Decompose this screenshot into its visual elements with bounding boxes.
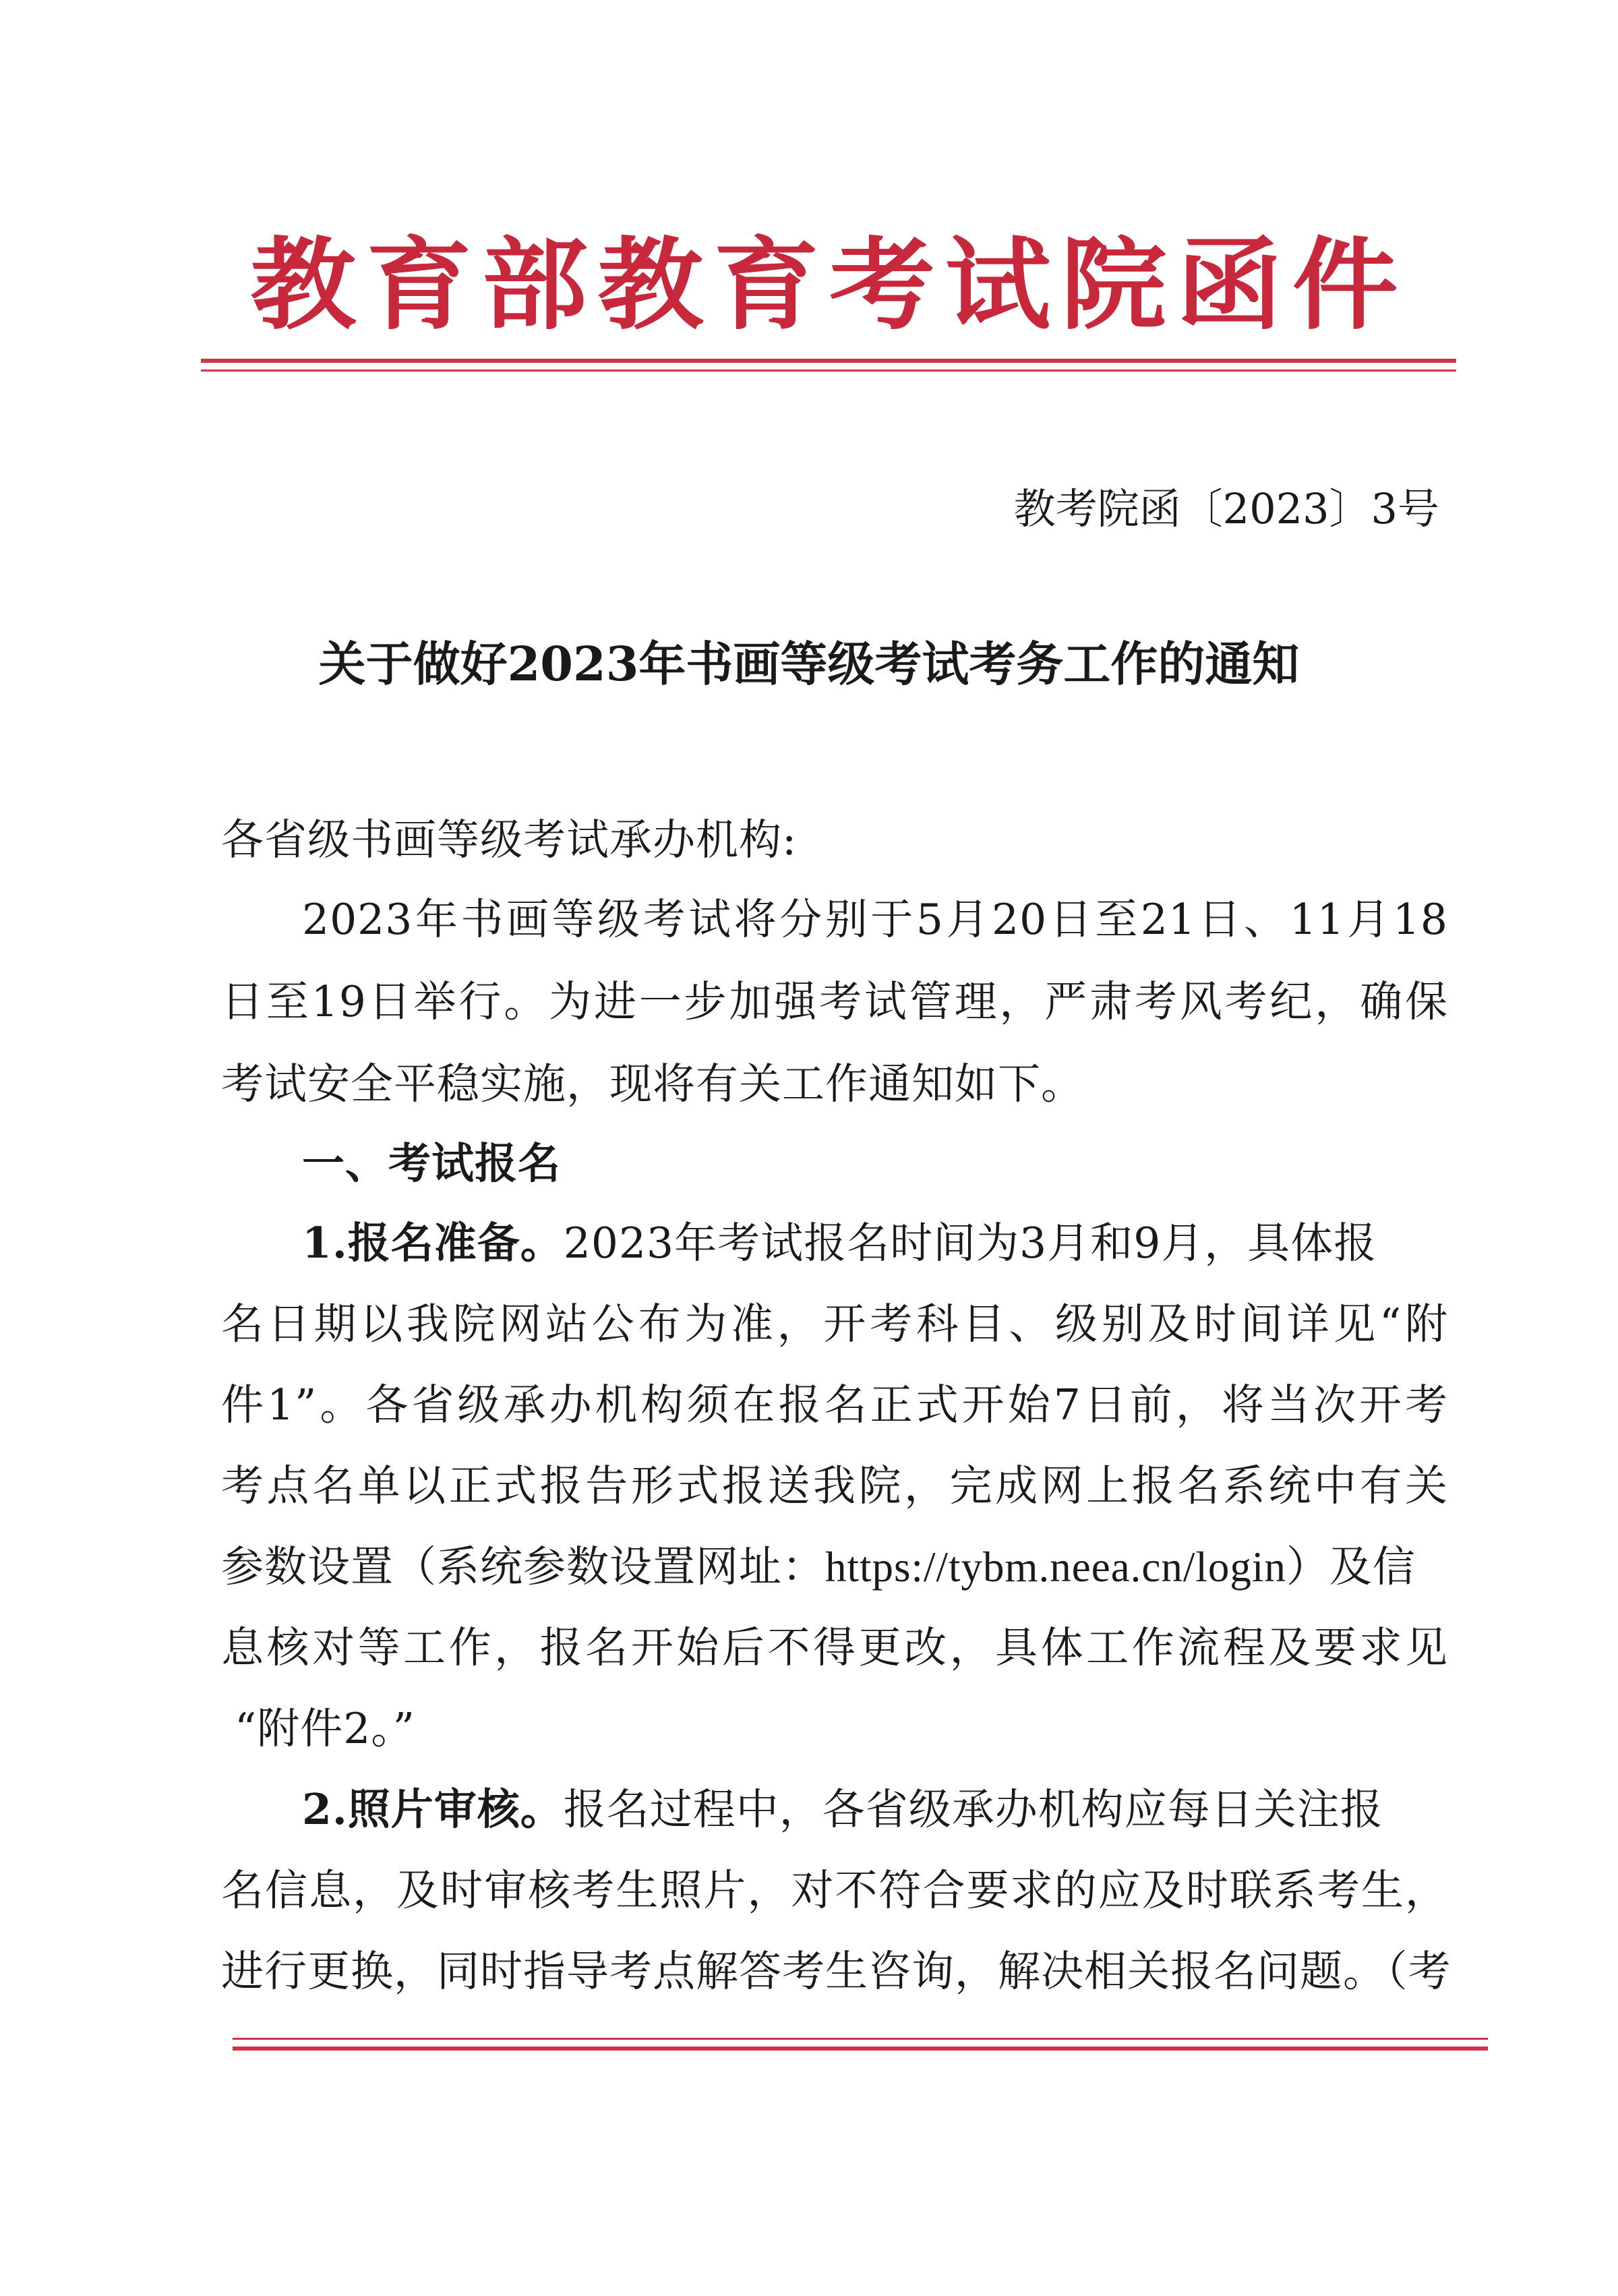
item2-line-2: 名信息，及时审核考生照片，对不符合要求的应及时联系考生， [221,1866,1448,1915]
section-heading: 一、考试报名 [302,1138,561,1188]
footer-rule-thick [233,2047,1488,2051]
letterhead-title: 教育部教育考试院函件 [250,226,1408,343]
item2-line-1 [302,1784,1383,1834]
item2-label: 2.照片审核。 [302,1784,564,1834]
item1-line-1 [302,1218,1377,1268]
intro-line-2: 日至19日举行。为进一步加强考试管理，严肃考风考纪，确保 [221,977,1448,1026]
item1-line-5 [221,1542,1416,1591]
letterhead-rule-thin [201,370,1456,372]
item1-text-5b: ）及信 [1286,1542,1416,1591]
footer-rule-thin [233,2038,1488,2040]
item1-line-7: “附件2。” [235,1704,415,1753]
item1-line-6: 息核对等工作，报名开始后不得更改，具体工作流程及要求见 [221,1623,1448,1672]
document-number: 教考院函〔2023〕3号 [1013,484,1439,533]
intro-line-1: 2023年书画等级考试将分别于5月20日至21日、11月18 [302,895,1448,944]
salutation: 各省级书画等级考试承办机构: [221,815,798,864]
item1-text-5a: 参数设置（系统参数设置网址： [221,1542,825,1591]
system-url[interactable]: https://tybm.neea.cn/login [825,1543,1286,1591]
item2-text-1: 报名过程中，各省级承办机构应每日关注报 [563,1785,1383,1834]
item1-label: 1.报名准备。 [302,1218,564,1268]
item1-line-4: 考点名单以正式报告形式报送我院，完成网上报名系统中有关 [221,1461,1448,1510]
intro-line-3: 考试安全平稳实施，现将有关工作通知如下。 [221,1059,1084,1109]
letterhead-rule-thick [201,359,1456,363]
item1-text-1: 2023年考试报名时间为3月和9月，具体报 [563,1218,1377,1268]
item1-line-3: 件1”。各省级承办机构须在报名正式开始7日前，将当次开考 [221,1380,1448,1430]
item2-line-3: 进行更换，同时指导考点解答考生咨询，解决相关报名问题。（考 [221,1947,1451,1996]
document-title: 关于做好2023年书画等级考试考务工作的通知 [318,636,1300,692]
item1-line-2: 名日期以我院网站公布为准，开考科目、级别及时间详见“附 [221,1299,1448,1349]
